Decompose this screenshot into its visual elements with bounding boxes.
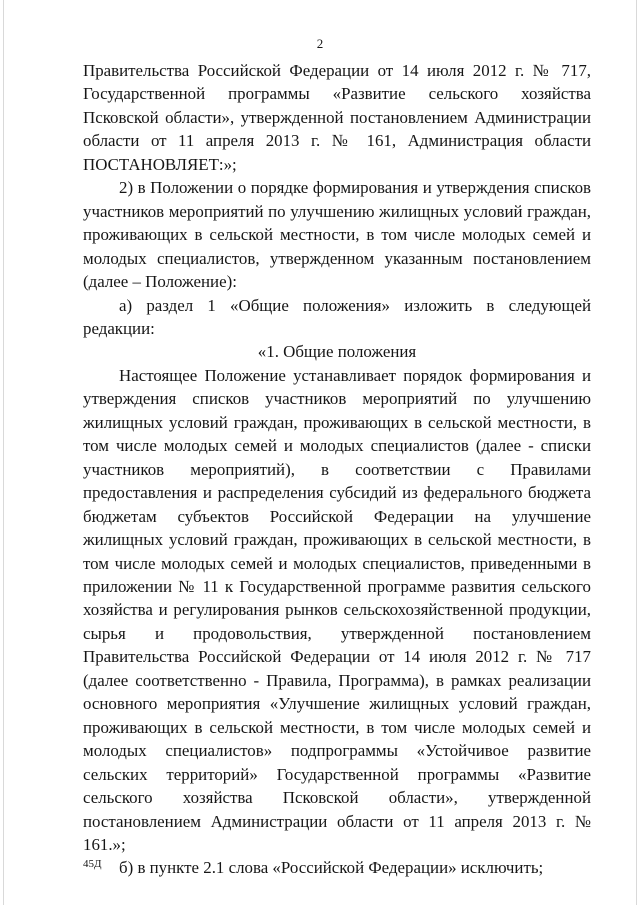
paragraph-item-b: б) в пункте 2.1 слова «Российской Федерации» исключить;: [119, 858, 544, 878]
paragraph-section-body: Настоящее Положение устанавливает порядок формирования и утверждения списков участников мероприятий по улучшению жилищных условий граждан, проживающих в сельской местности, в том числе молодых семей и молодых специалистов (далее - списки участников мероприятий), в соответствии с Правилами предоставления и распределения субсидий из федерального бюджета бюджетам субъектов Российской Федерации на улучшение жилищных условий граждан, проживающих в сельской местности, в том числе молодых семей и молодых специалистов, приведенными в приложении № 11 к Государственной программе развития сельского хозяйства и регулирования рынков сельскохозяйственной продукции, сырья и продовольствия, утвержденной постановлением Правительства Российской Федерации от 14 июля 2012 г. № 717 (далее соответственно - Правила, Программа), в рамках реализации основного мероприятия «Улучшение жилищных условий граждан, проживающих в сельской местности, в том числе молодых семей и молодых специалистов» подпрограммы «Устойчивое развитие сельских территорий» Государственной программы «Развитие сельского хозяйства Псковской области», утвержденной постановлением Администрации области от 11 апреля 2013 г. № 161.»;: [83, 365, 591, 854]
paragraph-item-2: 2) в Положении о порядке формирования и утверждения списков участников мероприятий по улучшению жилищных условий граждан, проживающих в сельской местности, в том числе молодых семей и молодых специалистов, утвержденном указанным постановлением (далее – Положение):: [83, 178, 591, 292]
footer-code: 45Д: [83, 858, 102, 870]
document-body: [83, 59, 591, 880]
paragraph-item-a: а) раздел 1 «Общие положения» изложить в следующей редакции:: [83, 295, 591, 338]
section-heading: «1. Общие положения: [257, 342, 417, 362]
page-number: 2: [316, 36, 324, 51]
scan-edge-right: [636, 0, 637, 905]
scan-edge-left: [3, 0, 4, 905]
paragraph-continuation: Правительства Российской Федерации от 14 июля 2012 г. № 717, Государственной программы «Развитие сельского хозяйства Псковской области», утвержденной постановлением Администрации области от 11 апреля 2013 г. № 161, Администрация области ПОСТАНОВЛЯЕТ:»;: [83, 61, 591, 174]
